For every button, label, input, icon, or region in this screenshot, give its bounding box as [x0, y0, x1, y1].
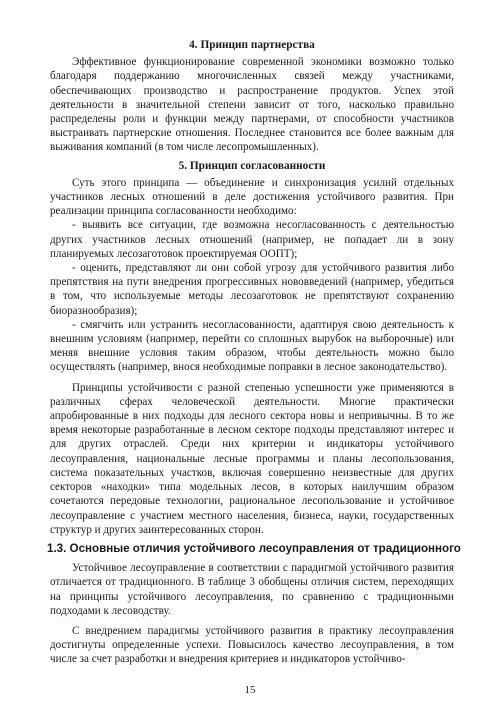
section-1-3-title: 1.3. Основные отличия устойчивого лесоуправления от традиционного [47, 541, 461, 555]
section-1-3-paragraph: С внедрением парадигмы устойчивого развития в практику лесоуправления достигнуты определенные успехи. Повысилось качество лесоуправления, в том числе за счет разработки и внедрения критериев и индикаторов устойчиво- [50, 624, 454, 666]
section-5-heading: 5. Принцип согласованности [178, 159, 326, 172]
section-5-intro: Суть этого принципа — объединение и синхронизация усилий отдельных участников лесных отношений в деле достижения устойчивого развития. При реализации принципа согласованности необходимо: [50, 176, 454, 218]
section-4-paragraph: Эффективное функционирование современной экономики возможно только благодаря поддержанию многочисленных связей между участниками, обеспечивающих производство и распространение продуктов. Успех этой деятельности в значительной степени зависит от того, насколько правильно распределены роли и функции между партнерами, от способности участников выстраивать партнерские отношения. Последнее становится все более важным для выживания компаний (в том числе лесопромышленных). [50, 56, 454, 154]
page-number: 15 [244, 684, 256, 696]
list-item: - оценить, представляют ли они собой угрозу для устойчивого развития либо препятствия на пути внедрения прогрессивных нововведений (например, убедиться в том, что используемые методы лесозаготовок не препятствуют сохранению биоразнообразия); [50, 262, 454, 317]
list-item: - выявить все ситуации, где возможна несогласованность с деятельностью других участников лесных отношений (например, не попадает ли в зону планируемых лесозаготовок проектируемая ООПТ); [50, 219, 454, 260]
section-4-heading: 4. Принцип партнерства [189, 39, 315, 51]
section-1-3-paragraph: Устойчивое лесоуправление в соответствии с парадигмой устойчивого развития отличается от традиционного. В таблице 3 обобщены отличия систем, переходящих на принципы устойчивого лесоуправления, по сравнению с традиционными подходами к лесоводству. [50, 562, 454, 617]
section-5-closing: Принципы устойчивости с разной степенью успешности уже применяются в различных сферах человеческой деятельности. Многие практически апробированные в них подходы для лесного сектора новы и непривычны. В то же время некоторые разработанные в лесном секторе подходы представляют интерес и для других отраслей. Среди них критерии и индикаторы устойчивого лесоуправления, национальные лесные программы и планы лесопользования, система показательных участков, включая совершенно неизвестные для других секторов «находки» типа модельных лесов, в которых наилучшим образом сочетаются передовые технологии, рациональное лесопользование и устойчивое лесоуправление с участием местного населения, бизнеса, науки, государственных структур и других заинтересованных сторон. [50, 381, 454, 536]
list-item: - смягчить или устранить несогласованности, адаптируя свою деятельность к внешним условиям (например, перейти со сплошных вырубок на выборочные) или меняя внешние условия таким образом, чтобы деятельность можно было осуществлять (например, внося необходимые поправки в лесное законодательство). [50, 318, 454, 374]
